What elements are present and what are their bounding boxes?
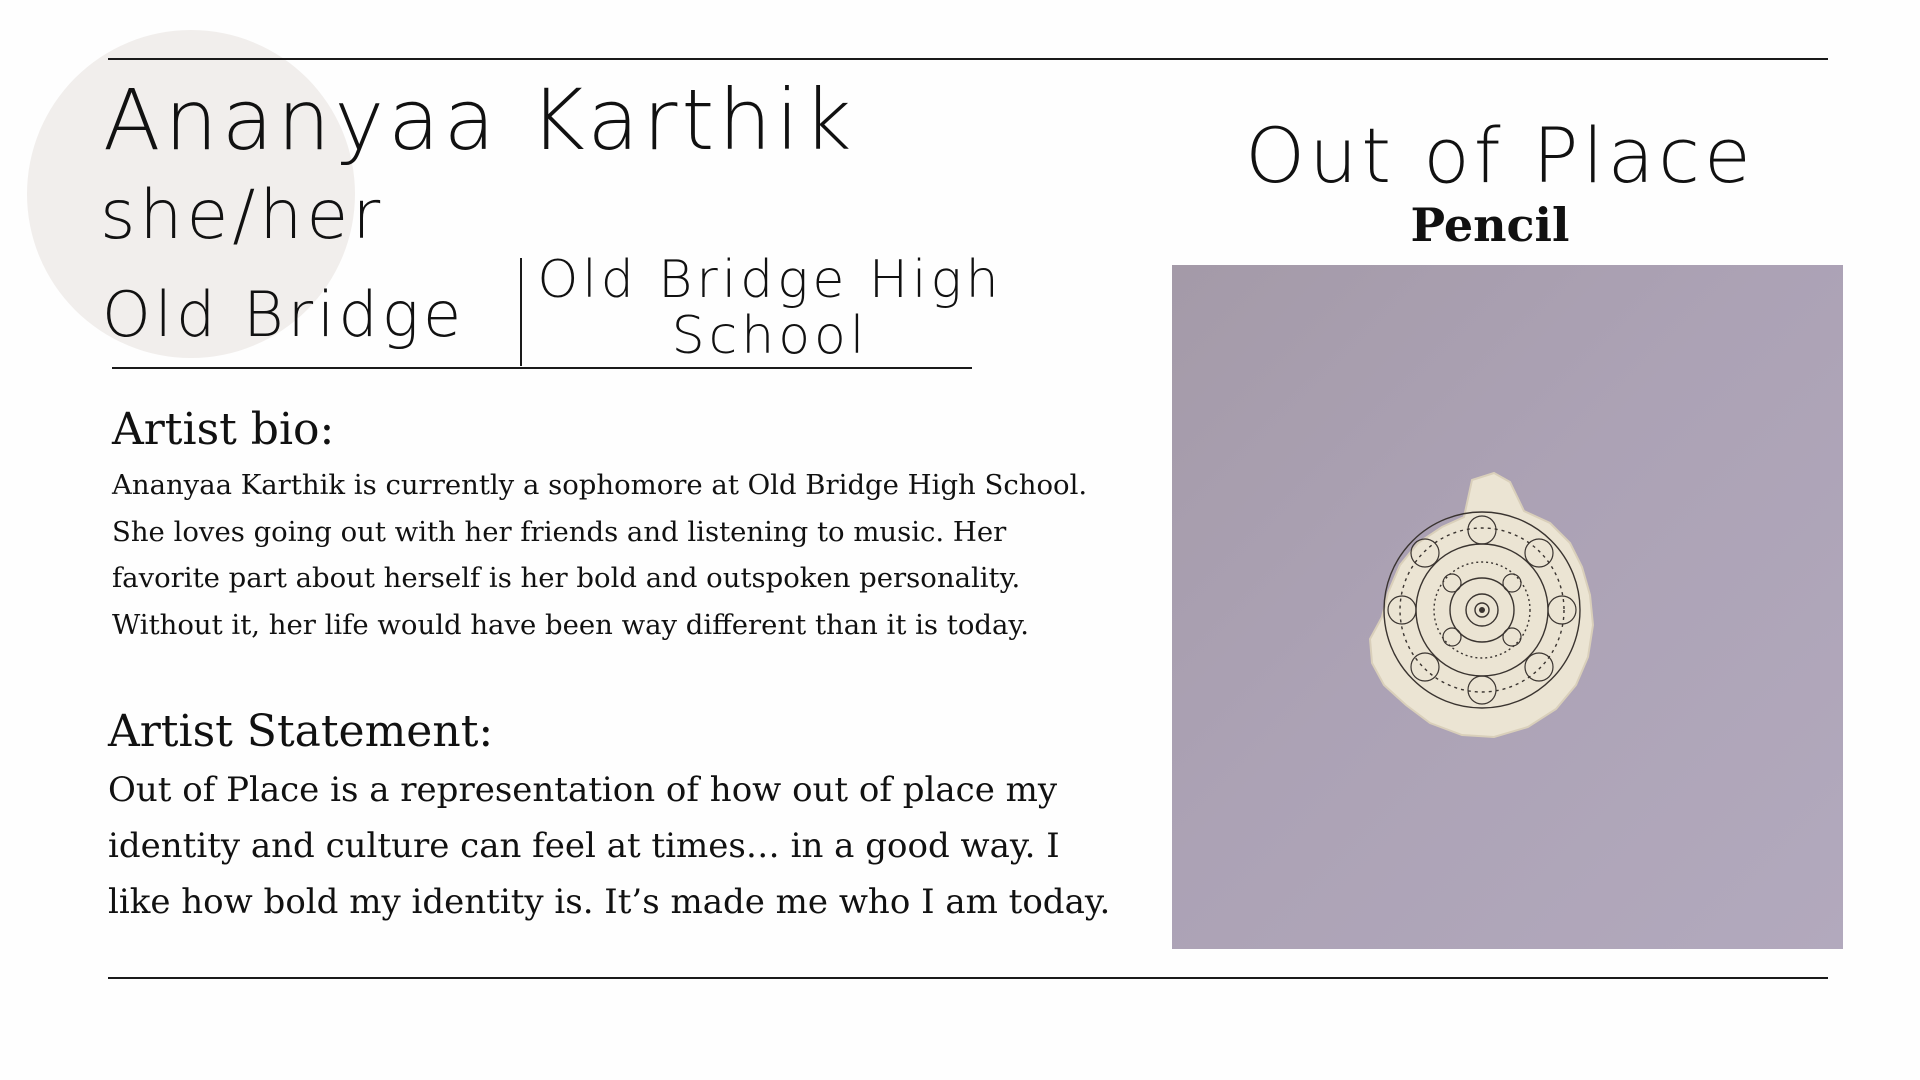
mandala-drawing-icon <box>1172 265 1843 949</box>
artist-school: Old Bridge High School <box>537 250 1003 366</box>
artist-pronouns: she/her <box>100 176 385 255</box>
artist-name: Ananyaa Karthik <box>103 71 856 169</box>
artwork-image <box>1172 265 1843 949</box>
artist-town: Old Bridge <box>102 278 466 351</box>
header-divider <box>112 367 972 369</box>
bio-text: Ananyaa Karthik is currently a sophomore at Old Bridge High School. She loves going out with her friends and listening to music. Her favorite part about herself is her bold and outspoken personality. Without it, her life would have been way different than it is today. <box>112 469 1088 641</box>
statement-text: Out of Place is a representation of how out of place my identity and culture can feel at times… in a good way. I like how bold my identity is. It’s made me who I am today. <box>108 770 1111 922</box>
artwork-medium: Pencil <box>1410 198 1570 252</box>
statement-heading: Artist Statement: <box>108 706 494 757</box>
header-separator <box>520 258 522 366</box>
bio-heading: Artist bio: <box>112 404 335 455</box>
top-divider <box>108 58 1828 60</box>
artwork-title: Out of Place <box>1245 111 1755 200</box>
bottom-divider <box>108 977 1828 979</box>
